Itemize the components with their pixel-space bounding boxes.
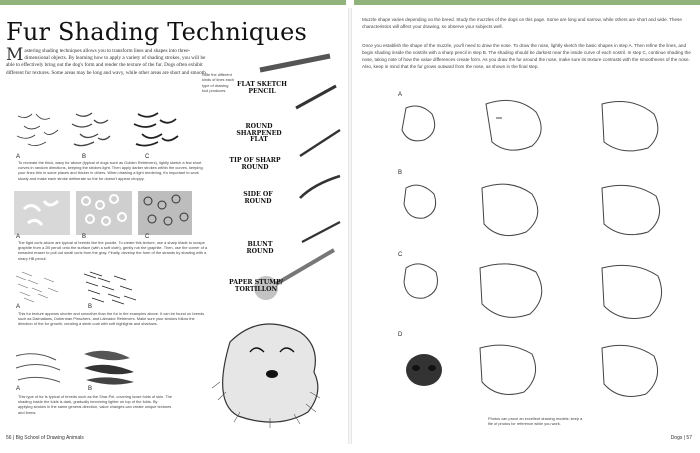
- step-label: A: [398, 92, 403, 98]
- intro-text: astering shading techniques allows you to transform lines and shapes into three-dimensional objects. By learning how to apply a variety of shading strokes, you will be able to effectively bring out the dog's form and render the texture of the fur. Dogs often exhibit different fur textures. Some areas may be long and wavy, while other areas are short and smooth.: [6, 48, 208, 76]
- pencil-label: ROUND SHARPENED FLAT: [236, 123, 282, 144]
- page-footer: Dogs | 57: [670, 435, 692, 441]
- step-label: B: [398, 170, 403, 176]
- nose-paragraph: Once you establish the shape of the muzzle, you'll need to draw the nose. To draw the nose, lightly sketch the basic shapes in step A. Then refine the lines, and begin shading inside the nostrils with a sharp pencil in step B. The shading should be darkest near the inside curve of each nostril. In step C, continue shading the nose, taking note of how the value differences create form. As you draw the fur around the nose, make sure its texture contrasts with the smoothness of the nose. Also, keep in mind that the fur grows outward from the nose, as shown in the final step.: [362, 43, 691, 69]
- page-title: Fur Shading Techniques: [6, 18, 308, 46]
- left-page: [0, 8, 348, 444]
- pencil-label: BLUNT ROUND: [246, 241, 274, 255]
- swatch-label: C: [145, 154, 150, 160]
- step-label: D: [398, 332, 403, 338]
- top-accent-bar: [0, 0, 700, 7]
- swatch-label: C: [145, 234, 150, 240]
- swatch-caption: This type of fur is typical of breeds such as the Shar-Pei, covering loose folds of skin. The shading inside the folds is dark, gradually becoming lighter on top of the folds. By applying strokes in the same general direction, value changes can create unique textures and forms.: [18, 394, 172, 415]
- swatch-caption: The tight curls above are typical of breeds like the poodle. To create this texture, use a sharp blade to scrape graphite from a 2B pencil onto the surface (with a soft cloth), gently rub the graphite. Then, use the corner of a kneaded eraser to pull out small curls from the gray. Finally, develop the form of the strands by shading with a sharp HB pencil.: [18, 240, 208, 261]
- pencil-label: SIDE OF ROUND: [243, 191, 273, 205]
- swatch-caption: This fur texture appears shorter and smoother than the fur in the examples above. It can be found on breeds such as Dalmatians, Doberman Pinschers, and Labrador Retrievers. Make sure your strokes follow the direction of the fur growth, creating a sleek coat with soft highlights and shadows.: [18, 311, 205, 327]
- swatch-label: A: [16, 386, 21, 392]
- swatch-label: B: [82, 234, 87, 240]
- step-label: C: [398, 252, 403, 258]
- page-footer: 56 | Big School of Drawing Animals: [6, 435, 84, 441]
- fur-swatch-row-smooth: [14, 270, 154, 306]
- pencil-note: Note the different kinds of lines each type of drawing tool produces.: [202, 72, 235, 94]
- fur-swatch-row-folds: [14, 346, 154, 388]
- swatch-label: B: [82, 154, 87, 160]
- photo-caption: Photos can prove an excellent drawing models; keep a file of photos for reference while you work.: [488, 416, 583, 427]
- muzzle-and-nose-drawings: [396, 98, 696, 428]
- swatch-label: B: [88, 386, 93, 392]
- pencil-label: FLAT SKETCH PENCIL: [237, 81, 287, 95]
- fur-swatch-row-curly: [14, 191, 192, 237]
- pencil-label: PAPER STUMP/ TORTILLON: [229, 279, 283, 293]
- fur-swatch-row-wavy: [14, 108, 189, 154]
- pencil-label: TIP OF SHARP ROUND: [229, 157, 281, 171]
- swatch-caption: To recreate the thick, wavy fur above (typical of dogs such as Golden Retrievers), lightly sketch a few short curves in random directions, keeping the strokes light. Then apply darker strokes within the curves, keeping your lines thin in some places and thicker in others. When drawing a light rendering, it's important to work slowly and make each stroke deliberate so the fur doesn't appear choppy.: [18, 160, 203, 181]
- muzzle-paragraph: Muzzle shape varies depending on the breed. Study the muzzles of the dogs on this page. Some are long and narrow, while others are short and wide. These characteristics will affect your drawing, so observe your subjects well.: [362, 17, 682, 29]
- sleeping-dog-drawing: [210, 312, 344, 432]
- swatch-label: A: [16, 234, 21, 240]
- swatch-label: A: [16, 304, 21, 310]
- drop-cap: M: [6, 45, 24, 65]
- right-page: [352, 8, 700, 444]
- swatch-label: B: [88, 304, 93, 310]
- intro-paragraph: [6, 45, 211, 77]
- swatch-label: A: [16, 154, 21, 160]
